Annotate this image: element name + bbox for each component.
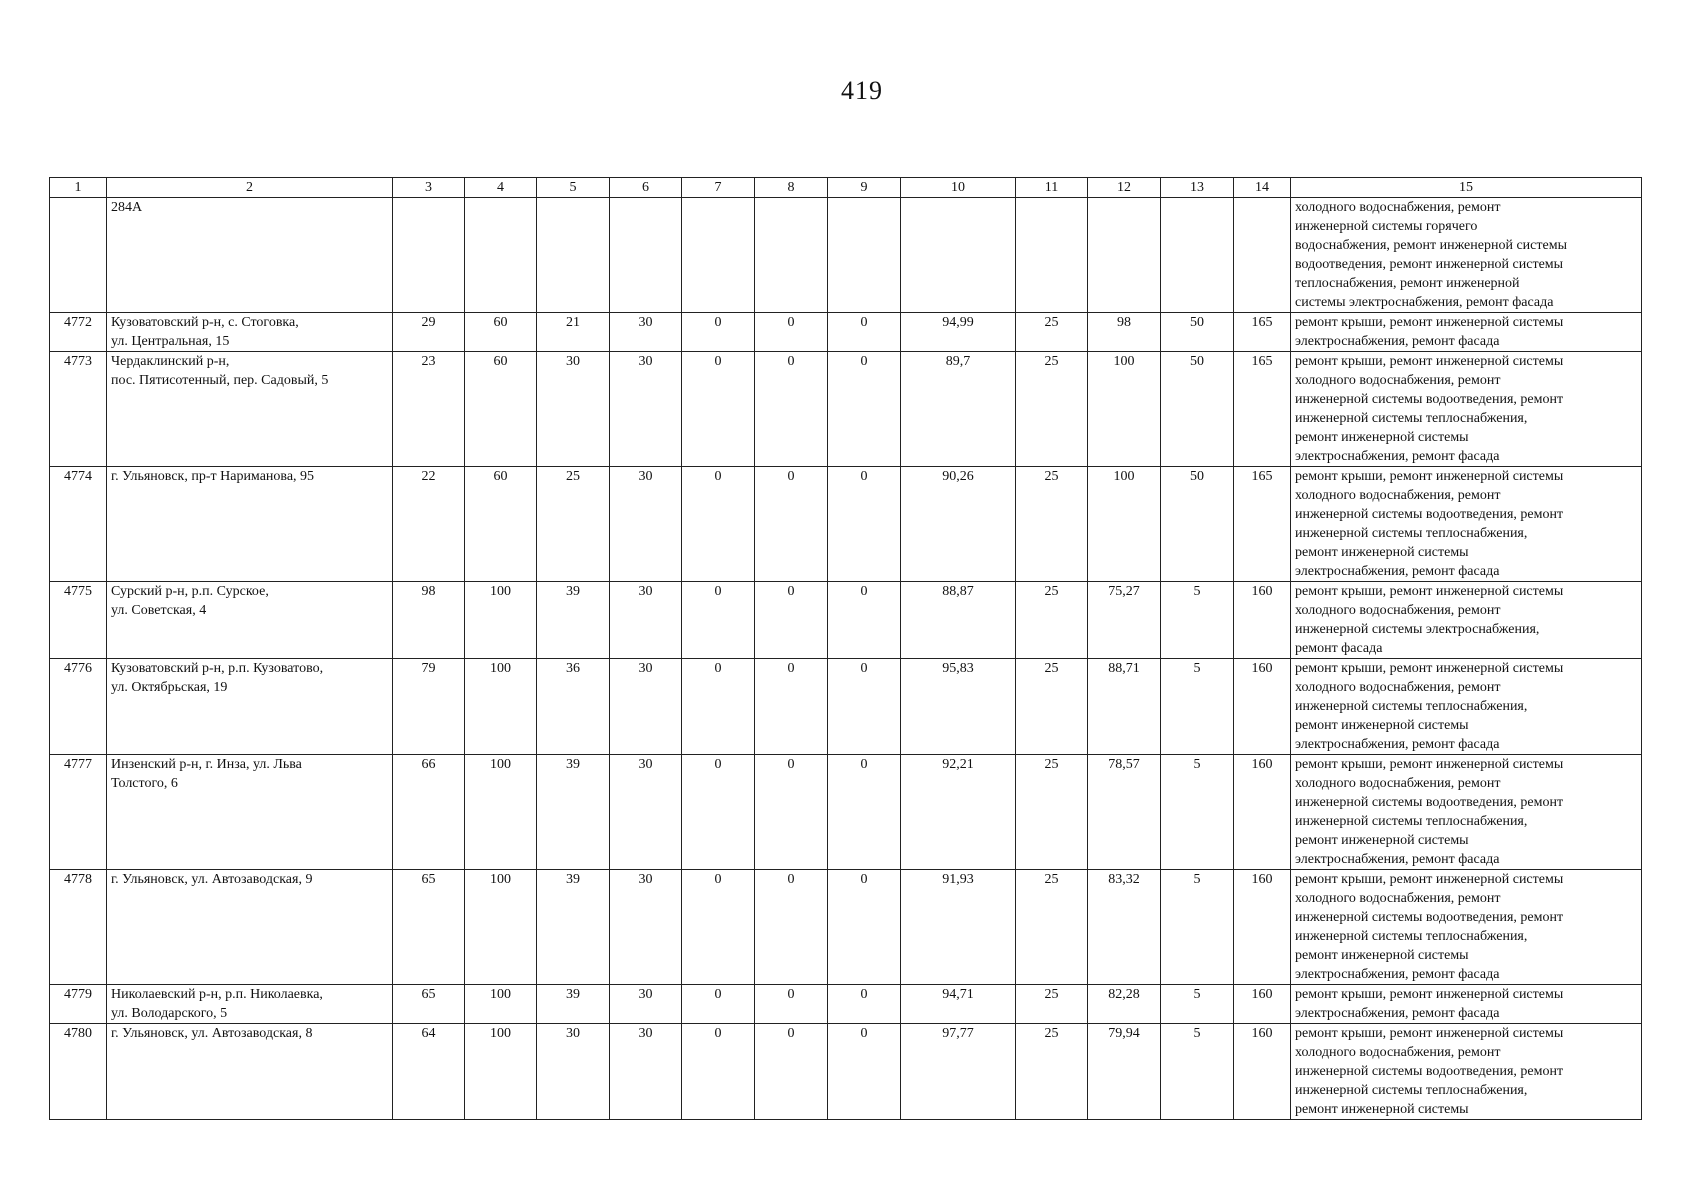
- works-line: холодного водоснабжения, ремонт: [1295, 680, 1501, 695]
- value-cell-col-13: 5: [1161, 985, 1234, 1024]
- column-header-6: 6: [610, 178, 682, 198]
- value-cell-col-6: [610, 198, 682, 313]
- value-cell-col-14: 165: [1234, 313, 1291, 352]
- works-cell: [1291, 985, 1642, 1024]
- value-cell-col-9: 0: [828, 467, 901, 582]
- works-line: ремонт крыши, ремонт инженерной системы: [1295, 757, 1564, 772]
- value-cell-col-12: 88,71: [1088, 659, 1161, 755]
- value-cell-col-11: 25: [1016, 582, 1088, 659]
- value-cell-col-8: 0: [755, 352, 828, 467]
- column-header-11: 11: [1016, 178, 1088, 198]
- value-cell-col-5: 25: [537, 467, 610, 582]
- table-body: [50, 198, 1642, 1120]
- value-cell-col-7: 0: [682, 755, 755, 870]
- value-cell-col-9: 0: [828, 659, 901, 755]
- value-cell-col-5: 21: [537, 313, 610, 352]
- works-cell: [1291, 467, 1642, 582]
- value-cell-col-10: 89,7: [901, 352, 1016, 467]
- works-cell: [1291, 352, 1642, 467]
- value-cell-col-14: 160: [1234, 985, 1291, 1024]
- table-row: [50, 352, 1642, 467]
- column-header-1: 1: [50, 178, 107, 198]
- value-cell-col-3: 29: [393, 313, 465, 352]
- value-cell-col-5: 39: [537, 582, 610, 659]
- value-cell-col-13: 50: [1161, 352, 1234, 467]
- value-cell-col-7: 0: [682, 313, 755, 352]
- value-cell-col-5: 39: [537, 870, 610, 985]
- value-cell-col-13: 50: [1161, 313, 1234, 352]
- works-line: ремонт инженерной системы: [1295, 833, 1469, 848]
- column-header-4: 4: [465, 178, 537, 198]
- column-header-8: 8: [755, 178, 828, 198]
- value-cell-col-3: 23: [393, 352, 465, 467]
- page-number: 419: [841, 76, 883, 105]
- value-cell-col-7: 0: [682, 659, 755, 755]
- value-cell-col-12: 75,27: [1088, 582, 1161, 659]
- works-line: электроснабжения, ремонт фасада: [1295, 564, 1500, 579]
- value-cell-col-14: 160: [1234, 870, 1291, 985]
- works-line: инженерной системы теплоснабжения,: [1295, 929, 1528, 944]
- value-cell-col-14: 160: [1234, 755, 1291, 870]
- value-cell-col-10: 92,21: [901, 755, 1016, 870]
- value-cell-col-3: 64: [393, 1024, 465, 1120]
- address-cell: [107, 870, 393, 985]
- value-cell-col-5: 36: [537, 659, 610, 755]
- table-row: [50, 198, 1642, 313]
- value-cell-col-11: 25: [1016, 870, 1088, 985]
- address-line: г. Ульяновск, пр-т Нариманова, 95: [111, 469, 315, 484]
- works-line: электроснабжения, ремонт фасада: [1295, 737, 1500, 752]
- works-line: холодного водоснабжения, ремонт: [1295, 603, 1501, 618]
- value-cell-col-4: 100: [465, 985, 537, 1024]
- column-header-2: 2: [107, 178, 393, 198]
- works-line: ремонт инженерной системы: [1295, 1102, 1469, 1117]
- value-cell-col-5: 39: [537, 755, 610, 870]
- table-row: [50, 870, 1642, 985]
- address-line: Инзенский р-н, г. Инза, ул. Льва: [111, 757, 302, 772]
- value-cell-col-11: 25: [1016, 467, 1088, 582]
- value-cell-col-7: 0: [682, 985, 755, 1024]
- value-cell-col-8: [755, 198, 828, 313]
- value-cell-col-9: [828, 198, 901, 313]
- value-cell-col-7: 0: [682, 352, 755, 467]
- works-line: инженерной системы теплоснабжения,: [1295, 699, 1528, 714]
- value-cell-col-13: 5: [1161, 755, 1234, 870]
- table-row: [50, 985, 1642, 1024]
- column-header-5: 5: [537, 178, 610, 198]
- address-cell: [107, 985, 393, 1024]
- value-cell-col-8: 0: [755, 755, 828, 870]
- value-cell-col-11: 25: [1016, 313, 1088, 352]
- works-line: ремонт инженерной системы: [1295, 430, 1469, 445]
- works-line: холодного водоснабжения, ремонт: [1295, 373, 1501, 388]
- address-line: Толстого, 6: [111, 776, 178, 791]
- value-cell-col-9: 0: [828, 870, 901, 985]
- address-line: Сурский р-н, р.п. Сурское,: [111, 584, 269, 599]
- works-line: холодного водоснабжения, ремонт: [1295, 776, 1501, 791]
- value-cell-col-13: 5: [1161, 870, 1234, 985]
- works-line: инженерной системы теплоснабжения,: [1295, 411, 1528, 426]
- value-cell-col-4: 60: [465, 313, 537, 352]
- value-cell-col-5: 30: [537, 1024, 610, 1120]
- value-cell-col-7: 0: [682, 582, 755, 659]
- value-cell-col-14: [1234, 198, 1291, 313]
- value-cell-col-13: [1161, 198, 1234, 313]
- value-cell-col-6: 30: [610, 1024, 682, 1120]
- value-cell-col-6: 30: [610, 352, 682, 467]
- value-cell-col-12: [1088, 198, 1161, 313]
- value-cell-col-9: 0: [828, 755, 901, 870]
- works-line: электроснабжения, ремонт фасада: [1295, 967, 1500, 982]
- value-cell-col-3: 66: [393, 755, 465, 870]
- works-line: ремонт фасада: [1295, 641, 1383, 656]
- row-number-cell: 4773: [50, 352, 107, 467]
- value-cell-col-3: [393, 198, 465, 313]
- address-cell: [107, 1024, 393, 1120]
- works-line: ремонт инженерной системы: [1295, 718, 1469, 733]
- table-row: [50, 313, 1642, 352]
- value-cell-col-3: 65: [393, 870, 465, 985]
- value-cell-col-10: 95,83: [901, 659, 1016, 755]
- value-cell-col-5: 39: [537, 985, 610, 1024]
- value-cell-col-6: 30: [610, 755, 682, 870]
- works-line: электроснабжения, ремонт фасада: [1295, 852, 1500, 867]
- value-cell-col-3: 79: [393, 659, 465, 755]
- row-number-cell: 4772: [50, 313, 107, 352]
- value-cell-col-7: [682, 198, 755, 313]
- value-cell-col-8: 0: [755, 313, 828, 352]
- repair-program-table: [49, 177, 1642, 1120]
- value-cell-col-6: 30: [610, 659, 682, 755]
- works-line: ремонт инженерной системы: [1295, 545, 1469, 560]
- value-cell-col-11: 25: [1016, 755, 1088, 870]
- table-row: [50, 1024, 1642, 1120]
- value-cell-col-12: 98: [1088, 313, 1161, 352]
- works-line: инженерной системы электроснабжения,: [1295, 622, 1540, 637]
- value-cell-col-12: 78,57: [1088, 755, 1161, 870]
- row-number-cell: 4776: [50, 659, 107, 755]
- address-cell: [107, 582, 393, 659]
- works-line: системы электроснабжения, ремонт фасада: [1295, 295, 1554, 310]
- value-cell-col-9: 0: [828, 352, 901, 467]
- address-line: ул. Центральная, 15: [111, 334, 230, 349]
- column-header-3: 3: [393, 178, 465, 198]
- value-cell-col-6: 30: [610, 313, 682, 352]
- works-cell: [1291, 582, 1642, 659]
- address-line: Кузоватовский р-н, р.п. Кузоватово,: [111, 661, 324, 676]
- column-header-15: 15: [1291, 178, 1642, 198]
- value-cell-col-9: 0: [828, 582, 901, 659]
- column-header-14: 14: [1234, 178, 1291, 198]
- works-line: ремонт крыши, ремонт инженерной системы: [1295, 661, 1564, 676]
- value-cell-col-4: 100: [465, 755, 537, 870]
- value-cell-col-7: 0: [682, 467, 755, 582]
- value-cell-col-3: 22: [393, 467, 465, 582]
- value-cell-col-10: 91,93: [901, 870, 1016, 985]
- value-cell-col-3: 65: [393, 985, 465, 1024]
- value-cell-col-12: 100: [1088, 467, 1161, 582]
- works-cell: [1291, 870, 1642, 985]
- column-number-row: [50, 178, 1642, 198]
- works-line: холодного водоснабжения, ремонт: [1295, 200, 1501, 215]
- address-line: Чердаклинский р-н,: [111, 354, 230, 369]
- value-cell-col-13: 5: [1161, 659, 1234, 755]
- works-line: инженерной системы теплоснабжения,: [1295, 814, 1528, 829]
- value-cell-col-6: 30: [610, 467, 682, 582]
- works-line: электроснабжения, ремонт фасада: [1295, 334, 1500, 349]
- works-line: холодного водоснабжения, ремонт: [1295, 891, 1501, 906]
- row-number-cell: 4777: [50, 755, 107, 870]
- value-cell-col-6: 30: [610, 582, 682, 659]
- value-cell-col-14: 165: [1234, 467, 1291, 582]
- address-line: г. Ульяновск, ул. Автозаводская, 9: [111, 872, 313, 887]
- value-cell-col-6: 30: [610, 985, 682, 1024]
- row-number-cell: 4774: [50, 467, 107, 582]
- works-line: инженерной системы водоотведения, ремонт: [1295, 507, 1564, 522]
- value-cell-col-14: 165: [1234, 352, 1291, 467]
- value-cell-col-13: 5: [1161, 582, 1234, 659]
- works-cell: [1291, 755, 1642, 870]
- value-cell-col-4: 60: [465, 467, 537, 582]
- works-line: инженерной системы водоотведения, ремонт: [1295, 392, 1564, 407]
- value-cell-col-14: 160: [1234, 1024, 1291, 1120]
- value-cell-col-10: 90,26: [901, 467, 1016, 582]
- address-cell: [107, 467, 393, 582]
- address-line: 284А: [111, 200, 143, 215]
- value-cell-col-12: 83,32: [1088, 870, 1161, 985]
- works-line: холодного водоснабжения, ремонт: [1295, 488, 1501, 503]
- value-cell-col-13: 50: [1161, 467, 1234, 582]
- value-cell-col-4: 100: [465, 659, 537, 755]
- row-number-cell: 4779: [50, 985, 107, 1024]
- value-cell-col-8: 0: [755, 582, 828, 659]
- works-line: ремонт инженерной системы: [1295, 948, 1469, 963]
- works-line: инженерной системы водоотведения, ремонт: [1295, 910, 1564, 925]
- works-line: ремонт крыши, ремонт инженерной системы: [1295, 584, 1564, 599]
- value-cell-col-14: 160: [1234, 659, 1291, 755]
- works-line: инженерной системы теплоснабжения,: [1295, 526, 1528, 541]
- table-row: [50, 582, 1642, 659]
- works-line: теплоснабжения, ремонт инженерной: [1295, 276, 1520, 291]
- value-cell-col-7: 0: [682, 870, 755, 985]
- address-line: ул. Володарского, 5: [111, 1006, 228, 1021]
- row-number-cell: 4778: [50, 870, 107, 985]
- table-row: [50, 755, 1642, 870]
- works-cell: [1291, 198, 1642, 313]
- address-cell: [107, 659, 393, 755]
- value-cell-col-9: 0: [828, 1024, 901, 1120]
- value-cell-col-9: 0: [828, 985, 901, 1024]
- value-cell-col-8: 0: [755, 870, 828, 985]
- value-cell-col-4: [465, 198, 537, 313]
- value-cell-col-4: 60: [465, 352, 537, 467]
- value-cell-col-8: 0: [755, 985, 828, 1024]
- works-cell: [1291, 1024, 1642, 1120]
- value-cell-col-5: [537, 198, 610, 313]
- value-cell-col-12: 79,94: [1088, 1024, 1161, 1120]
- works-line: ремонт крыши, ремонт инженерной системы: [1295, 872, 1564, 887]
- column-header-10: 10: [901, 178, 1016, 198]
- value-cell-col-10: [901, 198, 1016, 313]
- value-cell-col-8: 0: [755, 1024, 828, 1120]
- value-cell-col-6: 30: [610, 870, 682, 985]
- value-cell-col-10: 88,87: [901, 582, 1016, 659]
- value-cell-col-10: 94,71: [901, 985, 1016, 1024]
- works-line: инженерной системы водоотведения, ремонт: [1295, 1064, 1564, 1079]
- value-cell-col-11: 25: [1016, 985, 1088, 1024]
- works-line: холодного водоснабжения, ремонт: [1295, 1045, 1501, 1060]
- works-cell: [1291, 659, 1642, 755]
- value-cell-col-12: 82,28: [1088, 985, 1161, 1024]
- row-number-cell: 4780: [50, 1024, 107, 1120]
- works-line: ремонт крыши, ремонт инженерной системы: [1295, 315, 1564, 330]
- value-cell-col-13: 5: [1161, 1024, 1234, 1120]
- column-header-9: 9: [828, 178, 901, 198]
- works-line: инженерной системы теплоснабжения,: [1295, 1083, 1528, 1098]
- row-number-cell: 4775: [50, 582, 107, 659]
- works-line: электроснабжения, ремонт фасада: [1295, 449, 1500, 464]
- works-line: ремонт крыши, ремонт инженерной системы: [1295, 1026, 1564, 1041]
- table-row: [50, 467, 1642, 582]
- column-header-13: 13: [1161, 178, 1234, 198]
- value-cell-col-4: 100: [465, 870, 537, 985]
- value-cell-col-12: 100: [1088, 352, 1161, 467]
- row-number-cell: [50, 198, 107, 313]
- address-cell: [107, 755, 393, 870]
- value-cell-col-5: 30: [537, 352, 610, 467]
- column-header-12: 12: [1088, 178, 1161, 198]
- works-line: ремонт крыши, ремонт инженерной системы: [1295, 354, 1564, 369]
- value-cell-col-10: 97,77: [901, 1024, 1016, 1120]
- value-cell-col-10: 94,99: [901, 313, 1016, 352]
- value-cell-col-11: 25: [1016, 1024, 1088, 1120]
- value-cell-col-11: 25: [1016, 352, 1088, 467]
- address-line: Кузоватовский р-н, с. Стоговка,: [111, 315, 299, 330]
- works-line: инженерной системы водоотведения, ремонт: [1295, 795, 1564, 810]
- address-line: ул. Октябрьская, 19: [111, 680, 228, 695]
- address-cell: [107, 198, 393, 313]
- address-line: г. Ульяновск, ул. Автозаводская, 8: [111, 1026, 313, 1041]
- table-row: [50, 659, 1642, 755]
- address-cell: [107, 313, 393, 352]
- value-cell-col-8: 0: [755, 467, 828, 582]
- works-line: водоотведения, ремонт инженерной системы: [1295, 257, 1564, 272]
- value-cell-col-7: 0: [682, 1024, 755, 1120]
- address-line: ул. Советская, 4: [111, 603, 207, 618]
- works-line: водоснабжения, ремонт инженерной системы: [1295, 238, 1567, 253]
- address-line: Николаевский р-н, р.п. Николаевка,: [111, 987, 323, 1002]
- value-cell-col-4: 100: [465, 582, 537, 659]
- value-cell-col-4: 100: [465, 1024, 537, 1120]
- value-cell-col-14: 160: [1234, 582, 1291, 659]
- value-cell-col-3: 98: [393, 582, 465, 659]
- works-line: ремонт крыши, ремонт инженерной системы: [1295, 987, 1564, 1002]
- address-cell: [107, 352, 393, 467]
- address-line: пос. Пятисотенный, пер. Садовый, 5: [111, 373, 329, 388]
- value-cell-col-8: 0: [755, 659, 828, 755]
- column-header-7: 7: [682, 178, 755, 198]
- works-line: инженерной системы горячего: [1295, 219, 1478, 234]
- works-line: электроснабжения, ремонт фасада: [1295, 1006, 1500, 1021]
- value-cell-col-11: [1016, 198, 1088, 313]
- value-cell-col-11: 25: [1016, 659, 1088, 755]
- works-cell: [1291, 313, 1642, 352]
- works-line: ремонт крыши, ремонт инженерной системы: [1295, 469, 1564, 484]
- value-cell-col-9: 0: [828, 313, 901, 352]
